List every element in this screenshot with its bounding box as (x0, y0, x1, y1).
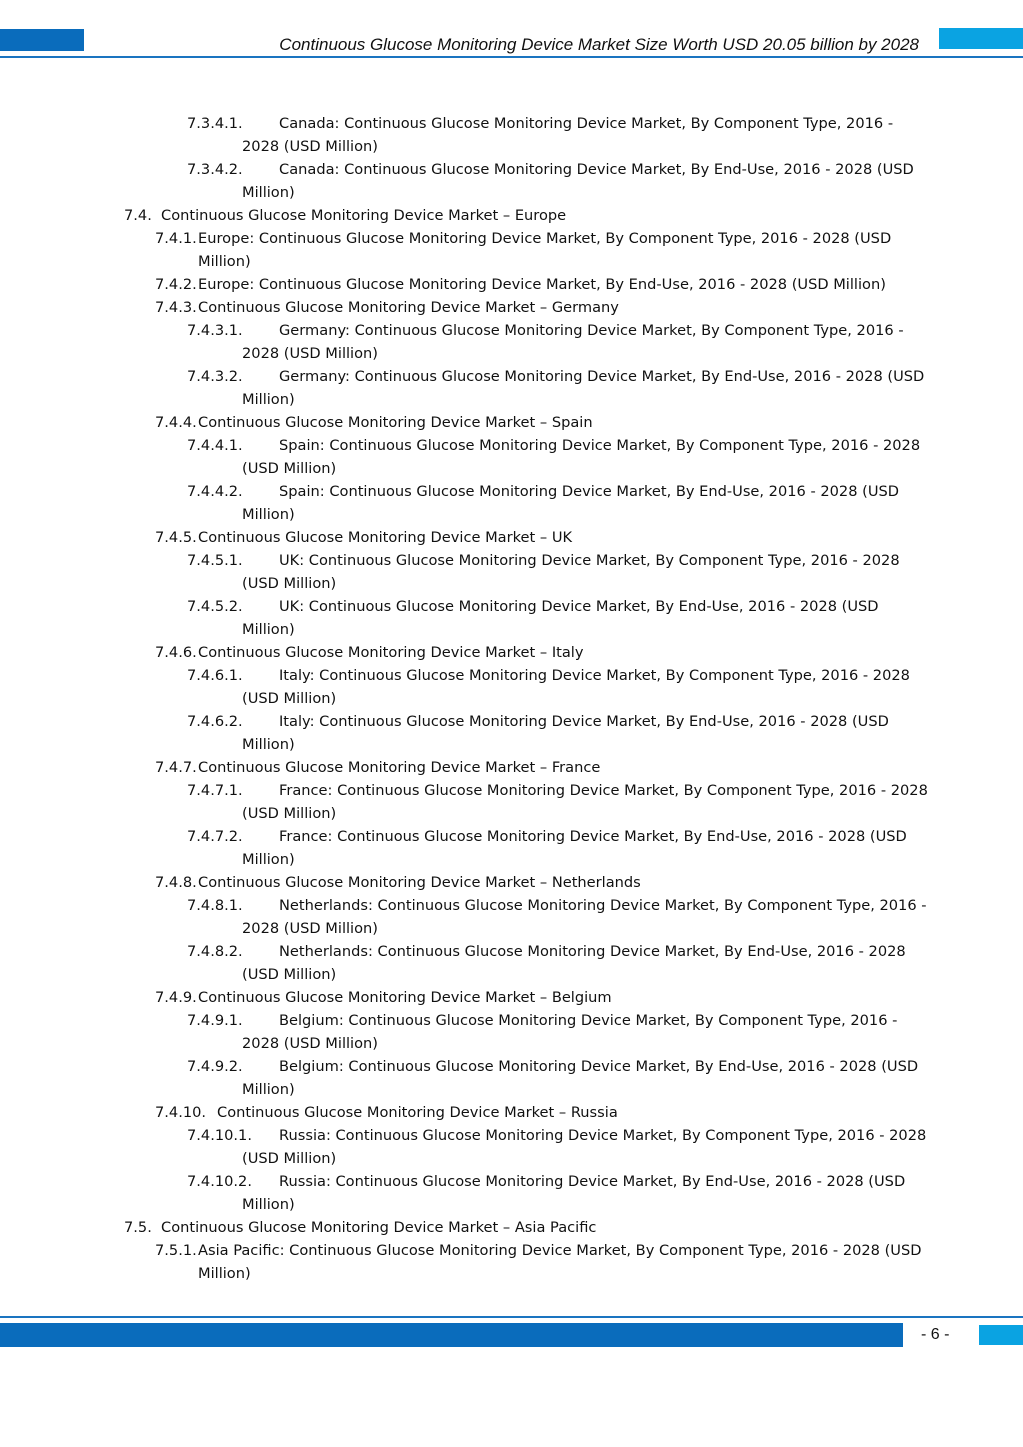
toc-number: 7.4.5.1. (187, 552, 243, 569)
toc-text: Continuous Glucose Monitoring Device Market – Italy (198, 644, 584, 661)
header-accent-left (0, 29, 84, 51)
toc-text: Continuous Glucose Monitoring Device Market – Russia (217, 1104, 618, 1121)
toc-number: 7.4.4. (155, 414, 197, 431)
toc-text: Italy: Continuous Glucose Monitoring Device Market, By Component Type, 2016 - 2028 (USD Million) (242, 667, 910, 707)
header-title: Continuous Glucose Monitoring Device Market Size Worth USD 20.05 billion by 2028 (279, 35, 919, 54)
toc-number: 7.4.10. (155, 1104, 207, 1121)
toc-entry[interactable] (0, 986, 1023, 1009)
toc-entry[interactable] (0, 825, 1023, 871)
toc-entry[interactable] (0, 204, 1023, 227)
toc-entry[interactable] (0, 595, 1023, 641)
toc-entry[interactable] (0, 779, 1023, 825)
toc-entry[interactable] (0, 1124, 1023, 1170)
toc-text: Italy: Continuous Glucose Monitoring Device Market, By End-Use, 2016 - 2028 (USD Million) (242, 713, 889, 753)
toc-number: 7.4.10.1. (187, 1127, 252, 1144)
toc-text: Spain: Continuous Glucose Monitoring Device Market, By Component Type, 2016 - 2028 (USD Million) (242, 437, 921, 477)
toc-number: 7.4.6.1. (187, 667, 243, 684)
toc-text: Asia Pacific: Continuous Glucose Monitoring Device Market, By Component Type, 2016 - 2028 (USD Million) (198, 1242, 922, 1282)
footer-rule (0, 1316, 1023, 1318)
toc-entry[interactable] (0, 1216, 1023, 1239)
toc-text: Russia: Continuous Glucose Monitoring Device Market, By Component Type, 2016 - 2028 (USD Million) (242, 1127, 927, 1167)
toc-number: 7.4.7.1. (187, 782, 243, 799)
toc-text: Continuous Glucose Monitoring Device Market – Belgium (198, 989, 612, 1006)
toc-entry[interactable] (0, 1239, 1023, 1285)
toc-text: UK: Continuous Glucose Monitoring Device Market, By Component Type, 2016 - 2028 (USD Million) (242, 552, 900, 592)
toc-text: Continuous Glucose Monitoring Device Market – Europe (161, 207, 567, 224)
toc-number: 7.4.9.1. (187, 1012, 243, 1029)
toc-number: 7.5. (124, 1219, 152, 1236)
toc-number: 7.4. (124, 207, 152, 224)
toc-entry[interactable] (0, 411, 1023, 434)
toc-text: Continuous Glucose Monitoring Device Market – UK (198, 529, 573, 546)
toc-text: Netherlands: Continuous Glucose Monitoring Device Market, By End-Use, 2016 - 2028 (USD Million) (242, 943, 906, 983)
toc-entry[interactable] (0, 526, 1023, 549)
toc-text: Germany: Continuous Glucose Monitoring Device Market, By End-Use, 2016 - 2028 (USD Million) (242, 368, 925, 408)
toc-number: 7.3.4.1. (187, 115, 243, 132)
toc-text: Continuous Glucose Monitoring Device Market – Spain (198, 414, 593, 431)
toc-text: France: Continuous Glucose Monitoring Device Market, By End-Use, 2016 - 2028 (USD Million) (242, 828, 907, 868)
toc-entry[interactable] (0, 871, 1023, 894)
header-accent-right (939, 28, 1023, 49)
toc-text: Continuous Glucose Monitoring Device Market – Netherlands (198, 874, 641, 891)
page-number: - 6 - (921, 1326, 950, 1343)
toc-text: Continuous Glucose Monitoring Device Market – Germany (198, 299, 619, 316)
toc-number: 7.4.3.1. (187, 322, 243, 339)
toc-text: Netherlands: Continuous Glucose Monitoring Device Market, By Component Type, 2016 - 2028 (USD Million) (242, 897, 927, 937)
toc-entry[interactable] (0, 549, 1023, 595)
toc-entry[interactable] (0, 296, 1023, 319)
toc-number: 7.4.4.2. (187, 483, 243, 500)
toc-entry[interactable] (0, 710, 1023, 756)
toc-entry[interactable] (0, 480, 1023, 526)
toc-entry[interactable] (0, 1055, 1023, 1101)
toc-number: 7.4.1. (155, 230, 197, 247)
toc-entry[interactable] (0, 894, 1023, 940)
toc-text: Russia: Continuous Glucose Monitoring Device Market, By End-Use, 2016 - 2028 (USD Million) (242, 1173, 906, 1213)
toc-text: Continuous Glucose Monitoring Device Market – France (198, 759, 601, 776)
toc-number: 7.4.2. (155, 276, 197, 293)
header-rule (0, 56, 1023, 58)
toc-entry[interactable] (0, 434, 1023, 480)
toc-entry[interactable] (0, 1101, 1023, 1124)
toc-entry[interactable] (0, 112, 1023, 158)
toc-text: Belgium: Continuous Glucose Monitoring Device Market, By End-Use, 2016 - 2028 (USD Million) (242, 1058, 919, 1098)
toc-text: UK: Continuous Glucose Monitoring Device Market, By End-Use, 2016 - 2028 (USD Million) (242, 598, 879, 638)
toc-number: 7.4.6.2. (187, 713, 243, 730)
toc-number: 7.4.3.2. (187, 368, 243, 385)
toc-entry[interactable] (0, 273, 1023, 296)
toc-text: Spain: Continuous Glucose Monitoring Device Market, By End-Use, 2016 - 2028 (USD Million) (242, 483, 900, 523)
toc-text: Europe: Continuous Glucose Monitoring Device Market, By End-Use, 2016 - 2028 (USD Million) (198, 276, 886, 293)
toc-entry[interactable] (0, 227, 1023, 273)
toc-number: 7.4.8.2. (187, 943, 243, 960)
toc-text: Canada: Continuous Glucose Monitoring Device Market, By Component Type, 2016 - 2028 (USD Million) (242, 115, 894, 155)
footer-bar (0, 1323, 903, 1347)
footer-accent-right (979, 1325, 1023, 1345)
toc-number: 7.4.9. (155, 989, 197, 1006)
toc-number: 7.4.7. (155, 759, 197, 776)
toc-number: 7.4.3. (155, 299, 197, 316)
toc-number: 7.4.9.2. (187, 1058, 243, 1075)
toc-number: 7.4.4.1. (187, 437, 243, 454)
toc-text: Europe: Continuous Glucose Monitoring Device Market, By Component Type, 2016 - 2028 (USD Million) (198, 230, 892, 270)
toc-number: 7.3.4.2. (187, 161, 243, 178)
toc-text: Continuous Glucose Monitoring Device Market – Asia Pacific (161, 1219, 597, 1236)
toc-entry[interactable] (0, 756, 1023, 779)
toc-number: 7.4.7.2. (187, 828, 243, 845)
toc-entry[interactable] (0, 365, 1023, 411)
table-of-contents (0, 112, 1023, 1285)
toc-number: 7.4.8.1. (187, 897, 243, 914)
toc-number: 7.4.5.2. (187, 598, 243, 615)
toc-number: 7.4.5. (155, 529, 197, 546)
toc-entry[interactable] (0, 641, 1023, 664)
toc-number: 7.4.6. (155, 644, 197, 661)
toc-number: 7.5.1. (155, 1242, 197, 1259)
toc-entry[interactable] (0, 1009, 1023, 1055)
toc-text: Belgium: Continuous Glucose Monitoring Device Market, By Component Type, 2016 - 2028 (USD Million) (242, 1012, 898, 1052)
toc-entry[interactable] (0, 1170, 1023, 1216)
toc-number: 7.4.10.2. (187, 1173, 252, 1190)
toc-entry[interactable] (0, 158, 1023, 204)
toc-entry[interactable] (0, 664, 1023, 710)
toc-number: 7.4.8. (155, 874, 197, 891)
toc-text: Canada: Continuous Glucose Monitoring Device Market, By End-Use, 2016 - 2028 (USD Million) (242, 161, 914, 201)
toc-entry[interactable] (0, 940, 1023, 986)
toc-entry[interactable] (0, 319, 1023, 365)
toc-text: France: Continuous Glucose Monitoring Device Market, By Component Type, 2016 - 2028 (USD Million) (242, 782, 928, 822)
toc-text: Germany: Continuous Glucose Monitoring Device Market, By Component Type, 2016 - 2028 (USD Million) (242, 322, 904, 362)
